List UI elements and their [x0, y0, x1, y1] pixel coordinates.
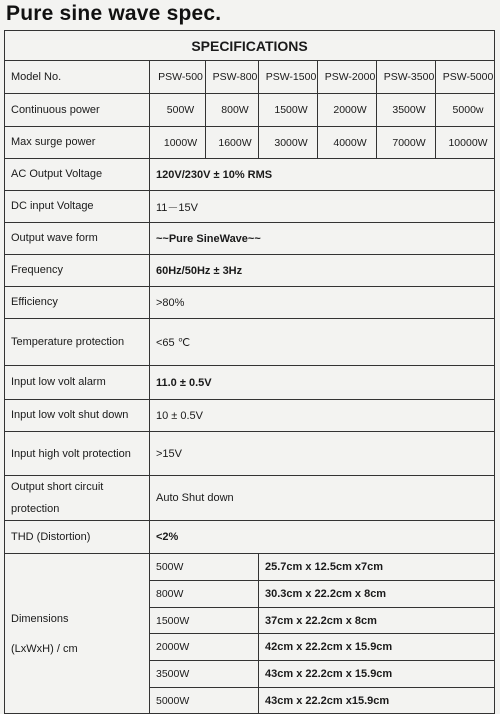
spec-value: >15V — [150, 432, 495, 476]
table-heading: SPECIFICATIONS — [5, 31, 495, 61]
surge-power-value: 1000W — [150, 127, 206, 159]
spec-label: Input high volt protection — [5, 432, 150, 476]
spec-row — [5, 521, 495, 554]
spec-label: DC input Voltage — [5, 191, 150, 223]
dimension-power: 5000W — [150, 688, 259, 714]
model-row — [5, 61, 495, 94]
spec-label: THD (Distortion) — [5, 521, 150, 554]
spec-value: Auto Shut down — [150, 476, 495, 521]
spec-label: Efficiency — [5, 287, 150, 319]
dimension-size: 43cm x 22.2cm x 15.9cm — [259, 661, 495, 688]
spec-value: >80% — [150, 287, 495, 319]
dimension-size: 42cm x 22.2cm x 15.9cm — [259, 634, 495, 661]
model-cell: PSW-2000 — [318, 61, 377, 94]
spec-row — [5, 432, 495, 476]
spec-row — [5, 159, 495, 191]
spec-row — [5, 366, 495, 400]
spec-row — [5, 255, 495, 287]
dimensions-label-line1: Dimensions — [11, 612, 69, 625]
continuous-power-value: 2000W — [318, 94, 377, 127]
dimension-row — [5, 554, 495, 581]
surge-power-label: Max surge power — [5, 127, 150, 159]
dimensions-label — [5, 554, 150, 714]
spec-label: Output wave form — [5, 223, 150, 255]
continuous-power-value: 5000w — [436, 94, 495, 127]
surge-power-row — [5, 127, 495, 159]
dimension-size: 43cm x 22.2cm x15.9cm — [259, 688, 495, 714]
spec-value: 10 ± 0.5V — [150, 400, 495, 432]
dimension-power: 1500W — [150, 608, 259, 634]
spec-row — [5, 476, 495, 521]
spec-value: 11－15V — [150, 191, 495, 223]
surge-power-value: 1600W — [206, 127, 259, 159]
dimension-size: 25.7cm x 12.5cm x7cm — [259, 554, 495, 581]
dimension-size: 37cm x 22.2cm x 8cm — [259, 608, 495, 634]
spec-row — [5, 400, 495, 432]
model-cell: PSW-500 — [150, 61, 206, 94]
continuous-power-row — [5, 94, 495, 127]
spec-label: AC Output Voltage — [5, 159, 150, 191]
dimension-power: 500W — [150, 554, 259, 581]
continuous-power-value: 500W — [150, 94, 206, 127]
dimension-power: 800W — [150, 581, 259, 608]
spec-label: Input low volt alarm — [5, 366, 150, 400]
spec-label: Input low volt shut down — [5, 400, 150, 432]
spec-row — [5, 223, 495, 255]
spec-value: ~~Pure SineWave~~ — [150, 223, 495, 255]
spec-row — [5, 191, 495, 223]
model-cell: PSW-3500 — [377, 61, 436, 94]
spec-label: Frequency — [5, 255, 150, 287]
continuous-power-value: 800W — [206, 94, 259, 127]
specifications-table — [4, 30, 495, 714]
spec-row — [5, 319, 495, 366]
spec-row — [5, 287, 495, 319]
spec-value: 11.0 ± 0.5V — [150, 366, 495, 400]
continuous-power-label: Continuous power — [5, 94, 150, 127]
spec-value: 120V/230V ± 10% RMS — [150, 159, 495, 191]
spec-value: <2% — [150, 521, 495, 554]
spec-value: <65 ℃ — [150, 319, 495, 366]
continuous-power-value: 1500W — [259, 94, 318, 127]
surge-power-value: 3000W — [259, 127, 318, 159]
dimension-power: 3500W — [150, 661, 259, 688]
model-cell: PSW-800 — [206, 61, 259, 94]
spec-label: Temperature protection — [5, 319, 150, 366]
dimensions-label-line2: (LxWxH) / cm — [11, 642, 78, 655]
surge-power-value: 4000W — [318, 127, 377, 159]
spec-value: 60Hz/50Hz ± 3Hz — [150, 255, 495, 287]
continuous-power-value: 3500W — [377, 94, 436, 127]
model-cell: PSW-5000 — [436, 61, 495, 94]
dimension-power: 2000W — [150, 634, 259, 661]
surge-power-value: 10000W — [436, 127, 495, 159]
spec-label: Output short circuit protection — [5, 476, 150, 521]
surge-power-value: 7000W — [377, 127, 436, 159]
model-label: Model No. — [5, 61, 150, 94]
model-cell: PSW-1500 — [259, 61, 318, 94]
dimension-size: 30.3cm x 22.2cm x 8cm — [259, 581, 495, 608]
page-title: Pure sine wave spec. — [6, 2, 222, 25]
